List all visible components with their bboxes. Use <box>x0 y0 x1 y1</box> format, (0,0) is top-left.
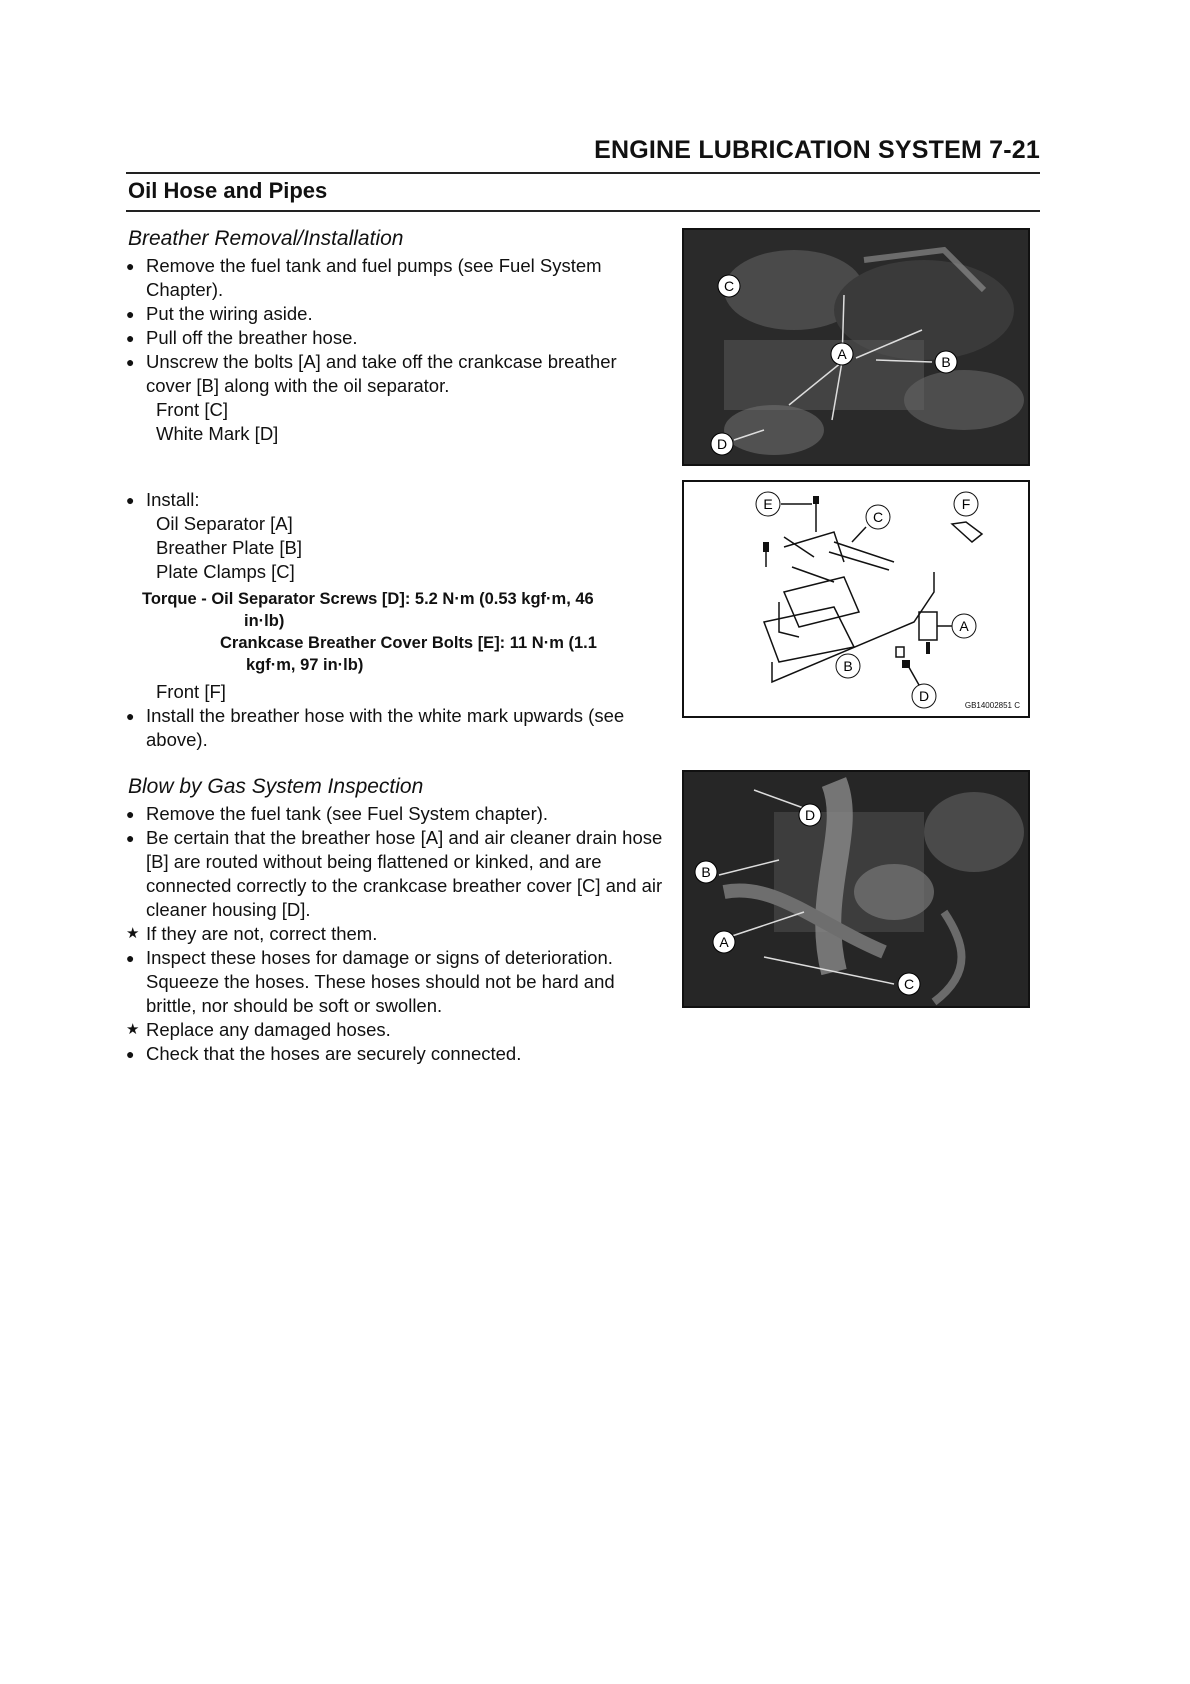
blowby-note-2: ★ Replace any damaged hoses. <box>126 1018 666 1042</box>
blowby-step-3: ● Inspect these hoses for damage or signs of deterioration. Squeeze the hoses. These hoses should not be hard and brittle, nor should be soft or swollen. <box>126 946 666 1018</box>
torque-line-1-cont: in·lb) <box>244 612 285 630</box>
section-title: Oil Hose and Pipes <box>128 178 328 203</box>
torque-line-1: Torque - Oil Separator Screws [D]: 5.2 N·m (0.53 kgf·m, 46 <box>142 590 594 608</box>
torque-line-2: Crankcase Breather Cover Bolts [E]: 11 N·m (1.1 <box>220 634 597 652</box>
step-unscrew: ● Unscrew the bolts [A] and take off the crankcase breather cover [B] along with the oil separator. <box>126 350 666 398</box>
breather-diagram <box>682 480 1030 718</box>
blowby-note-1: ★ If they are not, correct them. <box>126 922 666 946</box>
fig1-callout-d: D <box>716 436 728 452</box>
section-rule <box>126 210 1040 212</box>
label-front: Front [C] <box>156 399 228 420</box>
fig2-callout-b: B <box>843 658 853 674</box>
breather-heading: Breather Removal/Installation <box>128 227 404 250</box>
fig2-code: GB14002851 C <box>964 701 1020 710</box>
install-section <box>126 488 666 752</box>
breather-removal-section <box>126 226 666 446</box>
fig3-callout-a: A <box>719 934 729 950</box>
running-title: ENGINE LUBRICATION SYSTEM 7-21 <box>594 136 1040 164</box>
fig2-callout-a: A <box>959 618 969 634</box>
fig2-callout-f: F <box>961 496 971 512</box>
label-front-f: Front [F] <box>156 681 226 702</box>
step-wiring: ● Put the wiring aside. <box>126 302 666 326</box>
step-hose: ● Pull off the breather hose. <box>126 326 666 350</box>
blowby-section <box>126 774 666 1066</box>
part-plate-clamps: Plate Clamps [C] <box>156 561 295 582</box>
fig2-callout-d: D <box>918 688 930 704</box>
blowby-photo <box>682 770 1030 1008</box>
fig3-callout-b: B <box>701 864 711 880</box>
fig1-callout-a: A <box>837 346 847 362</box>
fig1-callout-b: B <box>941 354 951 370</box>
fig3-callout-d: D <box>804 807 816 823</box>
part-breather-plate: Breather Plate [B] <box>156 537 303 558</box>
step-remove-tank: ● Remove the fuel tank and fuel pumps (see Fuel System Chapter). <box>126 254 666 302</box>
fig2-callout-e: E <box>763 496 773 512</box>
torque-line-2-cont: kgf·m, 97 in·lb) <box>246 656 364 674</box>
install-lead: ● Install: <box>126 488 666 512</box>
blowby-step-2: ● Be certain that the breather hose [A] and air cleaner drain hose [B] are routed without being flattened or kinked, and are connected correctly to the crankcase breather cover [C] and air cleaner housing [D]. <box>126 826 666 922</box>
part-oil-separator: Oil Separator [A] <box>156 513 293 534</box>
step-install-hose: ● Install the breather hose with the white mark upwards (see above). <box>126 704 666 752</box>
fig2-callout-c: C <box>872 509 884 525</box>
label-white-mark: White Mark [D] <box>156 423 279 444</box>
header-rule <box>126 172 1040 174</box>
fig1-callout-c: C <box>723 278 735 294</box>
breather-photo <box>682 228 1030 466</box>
fig3-callout-c: C <box>903 976 915 992</box>
blowby-heading: Blow by Gas System Inspection <box>128 775 424 798</box>
torque-spec <box>126 588 666 676</box>
blowby-step-4: ● Check that the hoses are securely connected. <box>126 1042 666 1066</box>
blowby-step-1: ● Remove the fuel tank (see Fuel System chapter). <box>126 802 666 826</box>
